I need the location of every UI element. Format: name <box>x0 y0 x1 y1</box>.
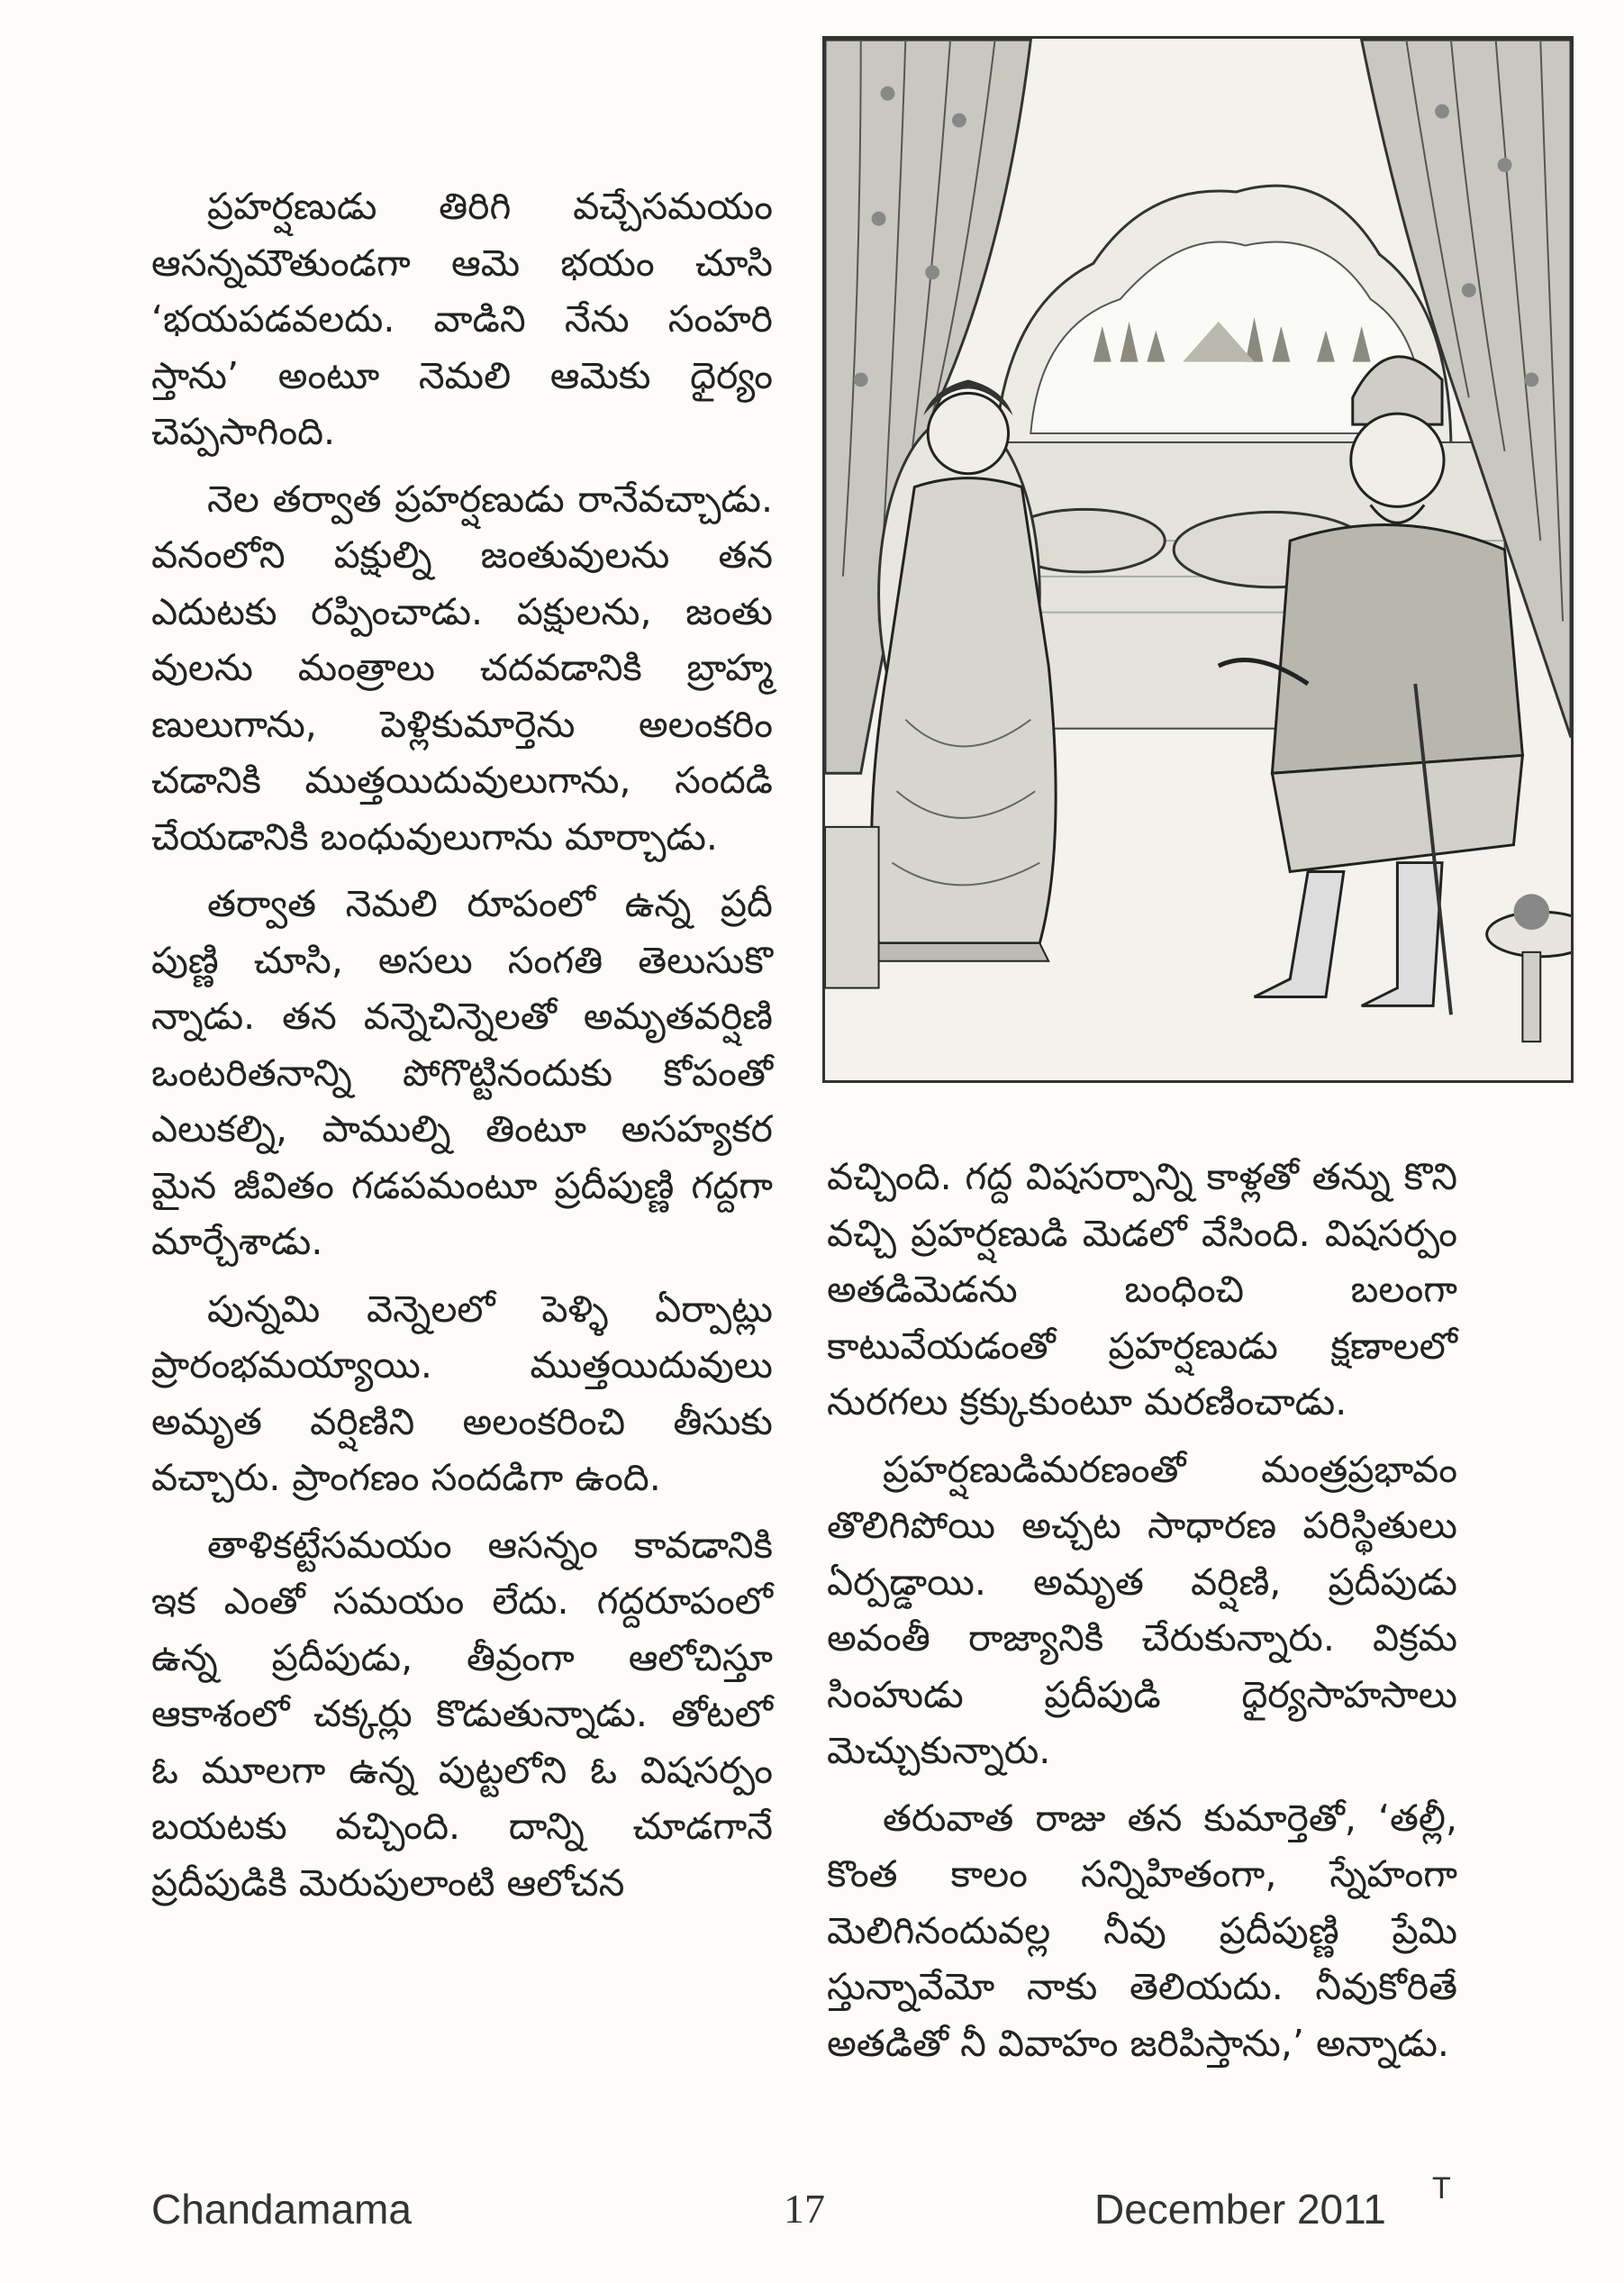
paragraph: తాళికట్టేసమయం ఆసన్నం కావడానికి ఇక ఎంతో సమయం లేదు. గద్దరూపంలో ఉన్న ప్రదీపుడు, తీవ్రంగా ఆలోచిస్తూ ఆకాశంలో చక్కర్లు కొడుతున్నాడు. తోటలో ఓ మూలగా ఉన్న పుట్టలోని ఓ విషసర్పం బయటకు వచ్చింది. దాన్ని చూడగానే ప్రదీపుడికి మెరుపులాంటి ఆలోచన <box>151 1523 773 1905</box>
paragraph: ప్రహర్షణుడిమరణంతో మంత్రప్రభావం తొలిగిపోయి అచ్చట సాధారణ పరిస్థితులు ఏర్పడ్డాయి. అమృత వర్షిణి, ప్రదీపుడు అవంతీ రాజ్యానికి చేరుకున్నారు. విక్రమ సింహుడు ప్రదీపుడి ధైర్యసాహసాలు మెచ్చుకున్నారు. <box>827 1447 1457 1772</box>
right-text-column <box>827 1149 1457 2082</box>
paragraph: నెల తర్వాత ప్రహర్షణుడు రానేవచ్చాడు. వనంలోని పక్షుల్ని జంతువులను తన ఎదుటకు రప్పించాడు. పక్షులను, జంతు వులను మంత్రాలు చదవడానికి బ్రాహ్మ ణులుగాను, పెళ్లికుమార్తెను అలంకరిం చడానికి ముత్తయిదువులుగాను, సందడి చేయడానికి బంధువులుగాను మార్చాడు. <box>151 477 773 859</box>
issue-date: December 2011 <box>1094 2186 1386 2233</box>
paragraph: తరువాత రాజు తన కుమార్తెతో, ‘తల్లీ, కొంత కాలం సన్నిహితంగా, స్నేహంగా మెలిగినందువల్ల నీవు ప్రదీపుణ్ణి ప్రేమి స్తున్నావేమో నాకు తెలియదు. నీవుకోరితే అతడితో నీ వివాహం జరిపిస్తాను,’ అన్నాడు. <box>827 1796 1457 2065</box>
paragraph: వచ్చింది. గద్ద విషసర్పాన్ని కాళ్లతో తన్ను కొని వచ్చి ప్రహర్షణుడి మెడలో వేసింది. విషసర్పం అతడిమెడను బంధించి బలంగా కాటువేయడంతో ప్రహర్షణుడు క్షణాలలో నురగలు క్రక్కుకుంటూ మరణించాడు. <box>827 1155 1457 1423</box>
page-number: 17 <box>784 2186 825 2232</box>
paragraph: తర్వాత నెమలి రూపంలో ఉన్న ప్రదీ పుణ్ణి చూసి, అసలు సంగతి తెలుసుకొ న్నాడు. తన వన్నెచిన్నెలతో అమృతవర్షిణి ఒంటరితనాన్ని పోగొట్టినందుకు కోపంతో ఎలుకల్ని, పాముల్ని తింటూ అసహ్యకర మైన జీవితం గడపమంటూ ప్రదీపుణ్ణి గద్దగా మార్చేశాడు. <box>151 882 773 1263</box>
story-illustration <box>822 36 1574 1083</box>
magazine-name: Chandamama <box>151 2186 412 2233</box>
illustration-drawing <box>825 39 1571 1080</box>
paragraph: పున్నమి వెన్నెలలో పెళ్ళి ఏర్పాట్లు ప్రారంభమయ్యాయి. ముత్తయిదువులు అమృత వర్షిణిని అలంకరించి తీసుకు వచ్చారు. ప్రాంగణం సందడిగా ఉంది. <box>151 1287 773 1499</box>
paragraph: ప్రహర్షణుడు తిరిగి వచ్చేసమయం ఆసన్నమౌతుండగా ఆమె భయం చూసి ‘భయపడవలదు. వాడిని నేను సంహరి స్తాను’ అంటూ నెమలి ఆమెకు ధైర్యం చెప్పసాగింది. <box>151 185 773 453</box>
left-text-column <box>151 178 773 1922</box>
footer-mark: T <box>1432 2171 1451 2206</box>
